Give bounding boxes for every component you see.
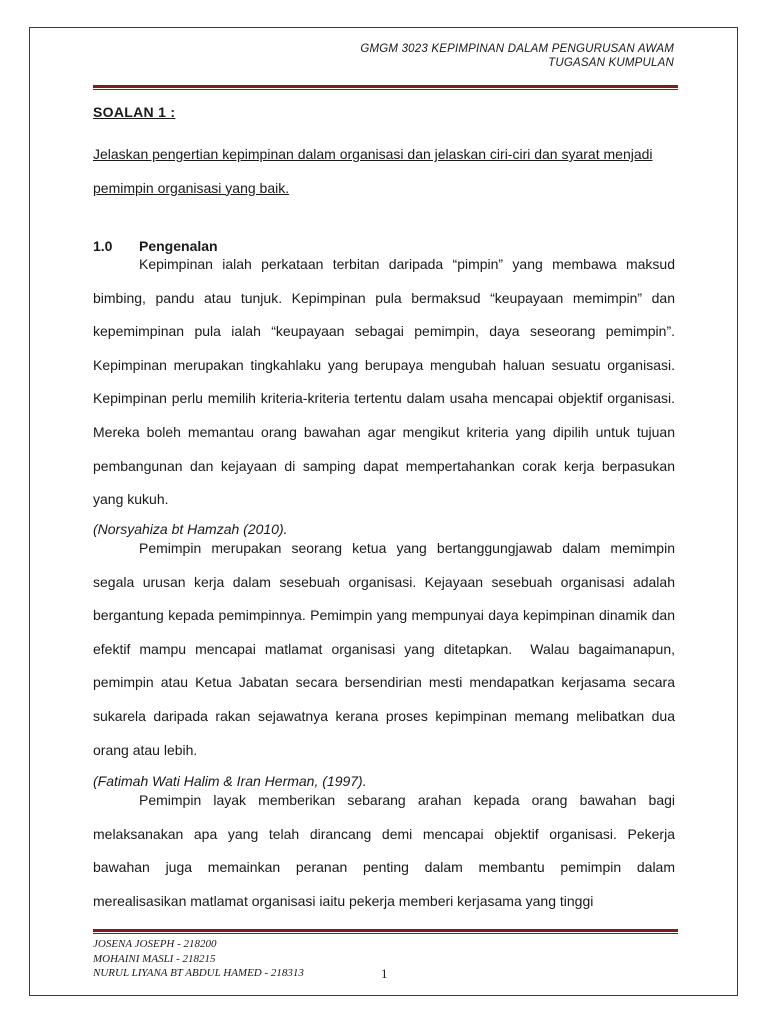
footer-rule bbox=[93, 929, 678, 934]
page-header bbox=[360, 42, 674, 70]
footer-author: NURUL LIYANA BT ABDUL HAMED - 218313 bbox=[93, 967, 304, 979]
section-title: Pengenalan bbox=[139, 238, 218, 254]
header-assignment-type: TUGASAN KUMPULAN bbox=[548, 57, 674, 69]
header-rule bbox=[93, 85, 678, 90]
citation: (Norsyahiza bt Hamzah (2010). bbox=[93, 521, 288, 537]
paragraph: Pemimpin layak memberikan sebarang arahan kepada orang bawahan bagi melaksanakan apa yang telah dirancang demi mencapai objektif organisasi. Pekerja bawahan juga memainkan peranan penting dalam membantu pemimpin dalam merealisasikan matlamat organisasi iaitu pekerja memberi kerjasama yang tinggi bbox=[93, 792, 675, 909]
page-number: 1 bbox=[381, 966, 388, 981]
citation: (Fatimah Wati Halim & Iran Herman, (1997). bbox=[93, 773, 367, 789]
paragraph: Kepimpinan ialah perkataan terbitan daripada “pimpin” yang membawa maksud bimbing, pandu atau tunjuk. Kepimpinan pula bermaksud “keupayaan memimpin” dan kepemimpinan pula ialah “keupayaan sebagai pemimpin, daya seseorang pemimpin”. Kepimpinan merupakan tingkahlaku yang berupaya mengubah haluan sesuatu organisasi. Kepimpinan perlu memilih kriteria-kriteria tertentu dalam usaha mencapai objektif organisasi. Mereka boleh memantau orang bawahan agar mengikut kriteria yang dipilih untuk tujuan pembangunan dan kejayaan di samping dapat mempertahankan corak kerja berpasukan yang kukuh. bbox=[93, 256, 675, 508]
header-course-title: GMGM 3023 KEPIMPINAN DALAM PENGURUSAN AWAM bbox=[360, 43, 674, 55]
page-footer bbox=[93, 937, 304, 981]
footer-author: MOHAINI MASLI - 218215 bbox=[93, 952, 216, 965]
question-text: Jelaskan pengertian kepimpinan dalam organisasi dan jelaskan ciri-ciri dan syarat menjadi pemimpin organisasi yang baik. bbox=[93, 146, 653, 196]
paragraph: Pemimpin merupakan seorang ketua yang bertanggungjawab dalam memimpin segala urusan kerja dalam sesebuah organisasi. Kejayaan sesebuah organisasi adalah bergantung kepada pemimpinnya. Pemimpin yang mempunyai daya kepimpinan dinamik dan efektif mampu mencapai matlamat organisasi yang ditetapkan. Walau bagaimanapun, pemimpin atau Ketua Jabatan secara bersendirian mesti mendapatkan kerjasama secara sukarela daripada rakan sejawatnya kerana proses kepimpinan memang melibatkan dua orang atau lebih. bbox=[93, 540, 675, 758]
section-number: 1.0 bbox=[93, 238, 113, 254]
question-title: SOALAN 1 : bbox=[93, 104, 176, 120]
footer-author: JOSENA JOSEPH - 218200 bbox=[93, 938, 217, 950]
